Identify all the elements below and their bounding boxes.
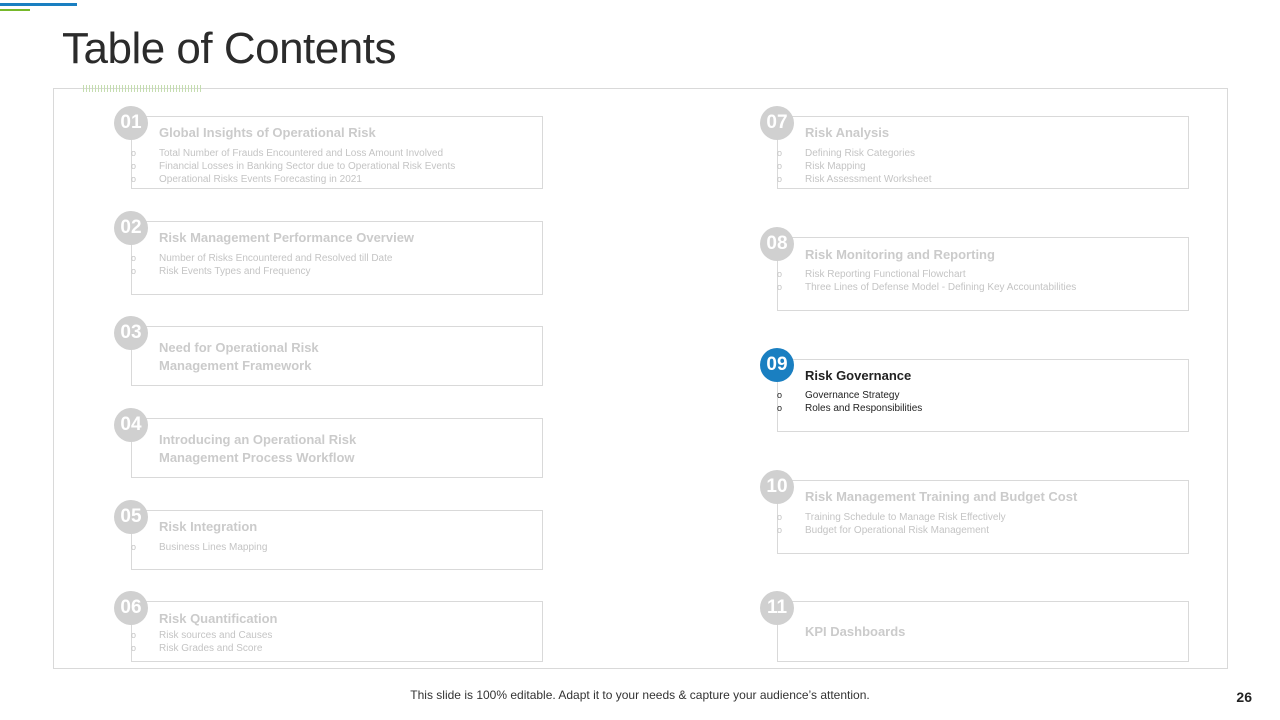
bullet-item: o Risk Assessment Worksheet xyxy=(777,173,932,186)
footer-note: This slide is 100% editable. Adapt it to your needs & capture your audience’s attention. xyxy=(410,688,870,702)
section-title: Risk Monitoring and Reporting xyxy=(805,247,995,262)
section-bullets xyxy=(131,541,267,554)
section-bullets xyxy=(777,147,932,186)
bullet-item: o Business Lines Mapping xyxy=(131,541,267,554)
section-title: Risk Quantification xyxy=(159,611,278,626)
section-title: Risk Integration xyxy=(159,519,258,534)
section-number-badge-active: 09 xyxy=(760,348,794,382)
section-bullets xyxy=(131,629,272,655)
bullet-item: o Roles and Responsibilities xyxy=(777,402,922,415)
page-number: 26 xyxy=(1236,689,1252,705)
section-number-badge: 10 xyxy=(760,470,794,504)
section-number-badge: 01 xyxy=(114,106,148,140)
bullet-item: o Risk Grades and Score xyxy=(131,642,272,655)
section-title-line-1: Introducing an Operational Risk xyxy=(159,432,357,447)
bullet-item: o Risk Events Types and Frequency xyxy=(131,265,392,278)
bullet-item: o Risk sources and Causes xyxy=(131,629,272,642)
section-title-line-2: Management Framework xyxy=(159,358,312,373)
section-bullets xyxy=(131,147,455,186)
section-title: Risk Management Training and Budget Cost xyxy=(805,489,1078,504)
page-title: Table of Contents xyxy=(62,24,396,73)
section-number-badge: 06 xyxy=(114,591,148,625)
section-number-badge: 11 xyxy=(760,591,794,625)
section-title: Global Insights of Operational Risk xyxy=(159,125,376,140)
bullet-item: o Governance Strategy xyxy=(777,389,922,402)
bullet-item: o Defining Risk Categories xyxy=(777,147,932,160)
section-title: KPI Dashboards xyxy=(805,624,906,639)
section-bullets xyxy=(131,252,392,278)
section-number-badge: 02 xyxy=(114,211,148,245)
section-number-badge: 03 xyxy=(114,316,148,350)
accent-bar-blue xyxy=(0,3,77,6)
section-title: Risk Governance xyxy=(805,368,912,383)
bullet-item: o Number of Risks Encountered and Resolved till Date xyxy=(131,252,392,265)
bullet-item: o Budget for Operational Risk Management xyxy=(777,524,1006,537)
bullet-item: o Three Lines of Defense Model - Defining Key Accountabilities xyxy=(777,281,1076,294)
section-number-badge: 05 xyxy=(114,500,148,534)
section-bullets xyxy=(777,389,922,415)
bullet-item: o Financial Losses in Banking Sector due to Operational Risk Events xyxy=(131,160,455,173)
accent-bar-green xyxy=(0,9,30,11)
bullet-item: o Risk Reporting Functional Flowchart xyxy=(777,268,1076,281)
bullet-item: o Risk Mapping xyxy=(777,160,932,173)
section-title-line-1: Need for Operational Risk xyxy=(159,340,319,355)
bullet-item: o Training Schedule to Manage Risk Effectively xyxy=(777,511,1006,524)
section-bullets xyxy=(777,268,1076,294)
section-title: Risk Management Performance Overview xyxy=(159,230,415,245)
section-title: Risk Analysis xyxy=(805,125,890,140)
section-number-badge: 08 xyxy=(760,227,794,261)
section-bullets xyxy=(777,511,1006,537)
bullet-item: o Operational Risks Events Forecasting in 2021 xyxy=(131,173,455,186)
section-number-badge: 07 xyxy=(760,106,794,140)
section-number-badge: 04 xyxy=(114,408,148,442)
decorative-hatch xyxy=(83,85,201,92)
section-title-line-2: Management Process Workflow xyxy=(159,450,355,465)
bullet-item: o Total Number of Frauds Encountered and Loss Amount Involved xyxy=(131,147,455,160)
